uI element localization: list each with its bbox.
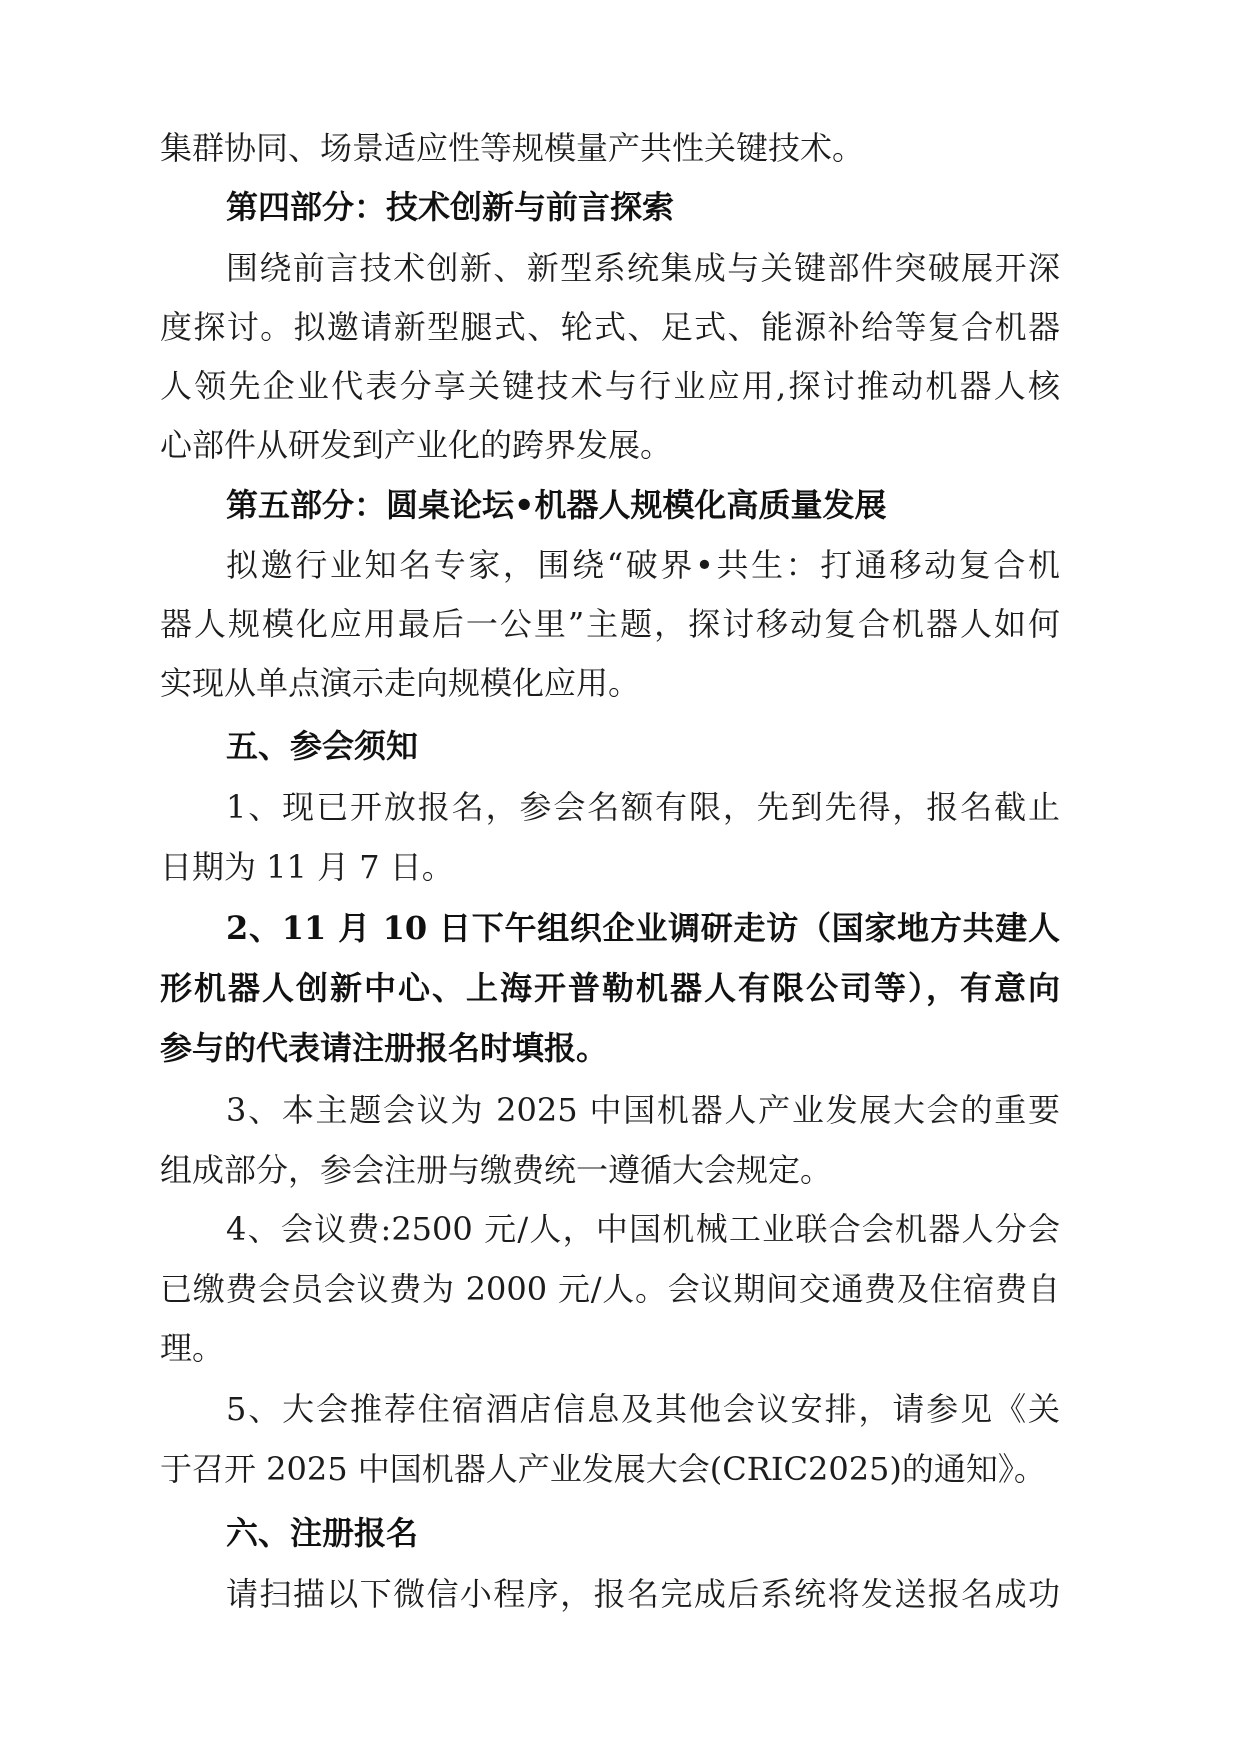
paragraph-line: 日期为 11 月 7 日。 <box>160 848 454 886</box>
paragraph-line: 请扫描以下微信小程序，报名完成后系统将发送报名成功 <box>226 1575 1060 1613</box>
paragraph-line-bold: 2、11 月 10 日下午组织企业调研走访（国家地方共建人 <box>226 909 1060 947</box>
section-heading: 六、注册报名 <box>226 1514 419 1552</box>
paragraph-line: 人领先企业代表分享关键技术与行业应用,探讨推动机器人核 <box>160 367 1060 405</box>
paragraph-line: 于召开 2025 中国机器人产业发展大会(CRIC2025)的通知》。 <box>160 1450 1046 1488</box>
section-heading: 五、参会须知 <box>226 727 419 765</box>
paragraph-line: 心部件从研发到产业化的跨界发展。 <box>160 426 673 464</box>
paragraph-line: 1、现已开放报名，参会名额有限，先到先得，报名截止 <box>226 788 1060 826</box>
paragraph-line: 3、本主题会议为 2025 中国机器人产业发展大会的重要 <box>226 1091 1060 1129</box>
paragraph-line: 实现从单点演示走向规模化应用。 <box>160 664 641 702</box>
paragraph-line: 围绕前言技术创新、新型系统集成与关键部件突破展开深 <box>226 249 1060 287</box>
section-heading: 第五部分：圆桌论坛•机器人规模化高质量发展 <box>226 486 887 524</box>
paragraph-line: 度探讨。拟邀请新型腿式、轮式、足式、能源补给等复合机器 <box>160 308 1060 346</box>
paragraph-line: 已缴费会员会议费为 2000 元/人。会议期间交通费及住宿费自 <box>160 1270 1060 1308</box>
paragraph-line: 拟邀行业知名专家，围绕“破界•共生：打通移动复合机 <box>226 546 1060 584</box>
paragraph-line: 组成部分，参会注册与缴费统一遵循大会规定。 <box>160 1151 833 1189</box>
paragraph-line: 5、大会推荐住宿酒店信息及其他会议安排，请参见《关 <box>226 1390 1060 1428</box>
paragraph-line: 器人规模化应用最后一公里”主题，探讨移动复合机器人如何 <box>160 605 1060 643</box>
paragraph-line: 4、会议费:2500 元/人，中国机械工业联合会机器人分会 <box>226 1210 1060 1248</box>
paragraph-line: 理。 <box>160 1329 225 1367</box>
paragraph-line: 集群协同、场景适应性等规模量产共性关键技术。 <box>160 129 865 167</box>
paragraph-line-bold: 参与的代表请注册报名时填报。 <box>160 1029 609 1067</box>
section-heading: 第四部分：技术创新与前言探索 <box>226 188 675 226</box>
paragraph-line-bold: 形机器人创新中心、上海开普勒机器人有限公司等），有意向 <box>160 969 1060 1007</box>
